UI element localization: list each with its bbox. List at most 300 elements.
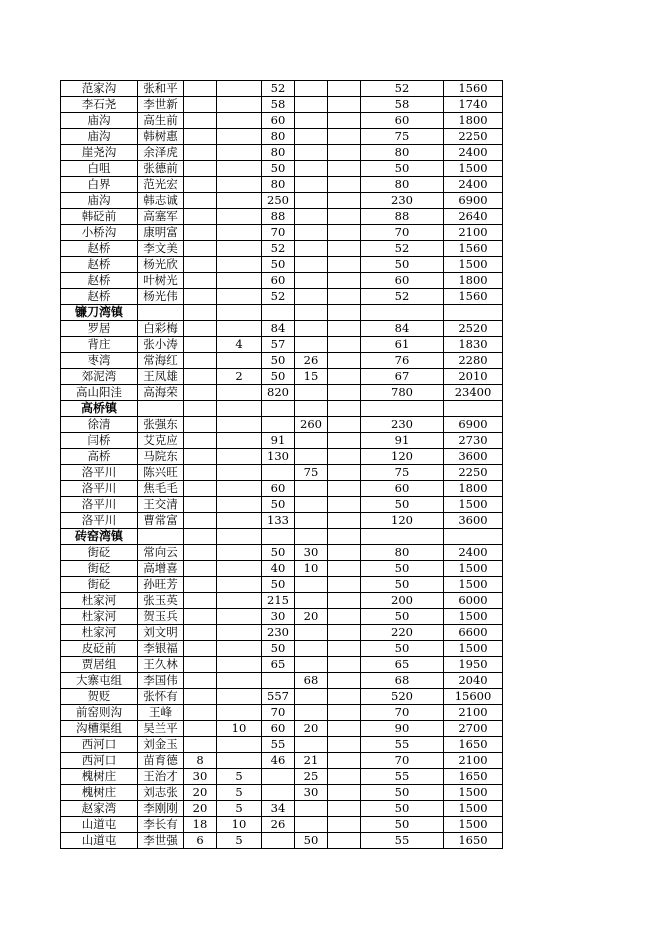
- table-cell: [295, 385, 328, 401]
- table-cell: [328, 753, 361, 769]
- table-cell: [295, 449, 328, 465]
- table-cell: [262, 465, 295, 481]
- table-cell: [295, 321, 328, 337]
- table-cell: [262, 769, 295, 785]
- table-cell: 高塞军: [138, 209, 184, 225]
- table-cell: [328, 321, 361, 337]
- table-cell: [184, 609, 217, 625]
- table-cell: 贺贬: [61, 689, 138, 705]
- table-cell: 84: [361, 321, 444, 337]
- table-cell: 6600: [444, 625, 503, 641]
- table-cell: 4: [217, 337, 262, 353]
- table-cell: [217, 641, 262, 657]
- table-cell: 50: [262, 369, 295, 385]
- table-cell: 15: [295, 369, 328, 385]
- table-cell: [328, 833, 361, 849]
- table-cell: 吴兰平: [138, 721, 184, 737]
- table-cell: 张怀有: [138, 689, 184, 705]
- table-cell: 李银福: [138, 641, 184, 657]
- table-cell: 50: [262, 545, 295, 561]
- table-cell: 520: [361, 689, 444, 705]
- table-cell: 枣湾: [61, 353, 138, 369]
- table-cell: 罗居: [61, 321, 138, 337]
- table-cell: 1500: [444, 817, 503, 833]
- table-cell: 26: [262, 817, 295, 833]
- table-cell: 34: [262, 801, 295, 817]
- table-cell: 陈兴旺: [138, 465, 184, 481]
- table-cell: 30: [184, 769, 217, 785]
- table-cell: 50: [361, 161, 444, 177]
- table-cell: 康明富: [138, 225, 184, 241]
- table-cell: [217, 161, 262, 177]
- table-cell: [184, 673, 217, 689]
- table-cell: [295, 161, 328, 177]
- table-cell: [328, 721, 361, 737]
- table-cell: 1500: [444, 801, 503, 817]
- table-row: [61, 225, 503, 241]
- table-cell: [328, 209, 361, 225]
- table-cell: [217, 593, 262, 609]
- table-row: [61, 81, 503, 97]
- table-cell: 70: [361, 705, 444, 721]
- table-cell: [184, 241, 217, 257]
- table-cell: 80: [262, 177, 295, 193]
- table-cell: 20: [184, 801, 217, 817]
- table-cell: 50: [361, 257, 444, 273]
- table-cell: [262, 305, 295, 321]
- table-cell: [184, 641, 217, 657]
- table-cell: 2400: [444, 545, 503, 561]
- table-cell: 西河口: [61, 737, 138, 753]
- section-title: 砖窑湾镇: [61, 529, 138, 545]
- table-cell: [217, 465, 262, 481]
- table-cell: 常海红: [138, 353, 184, 369]
- table-cell: 1650: [444, 833, 503, 849]
- table-cell: [217, 673, 262, 689]
- table-cell: [361, 401, 444, 417]
- table-cell: 50: [361, 497, 444, 513]
- table-row: [61, 209, 503, 225]
- table-cell: [138, 401, 184, 417]
- table-cell: [184, 321, 217, 337]
- table-cell: [184, 513, 217, 529]
- table-cell: 780: [361, 385, 444, 401]
- table-cell: 街砭: [61, 577, 138, 593]
- table-cell: [184, 625, 217, 641]
- table-cell: [217, 129, 262, 145]
- table-cell: 50: [361, 785, 444, 801]
- table-cell: 260: [295, 417, 328, 433]
- table-cell: 61: [361, 337, 444, 353]
- table-row: [61, 145, 503, 161]
- table-cell: 2: [217, 369, 262, 385]
- table-cell: [184, 561, 217, 577]
- table-row: [61, 817, 503, 833]
- table-cell: 1500: [444, 609, 503, 625]
- table-cell: [217, 225, 262, 241]
- table-cell: 赵桥: [61, 289, 138, 305]
- table-cell: 50: [262, 257, 295, 273]
- table-cell: 张强东: [138, 417, 184, 433]
- table-row: [61, 609, 503, 625]
- table-cell: [217, 401, 262, 417]
- table-row: [61, 833, 503, 849]
- table-cell: 2730: [444, 433, 503, 449]
- table-cell: [184, 145, 217, 161]
- table-cell: [217, 321, 262, 337]
- table-cell: [184, 161, 217, 177]
- table-cell: 5: [217, 801, 262, 817]
- table-cell: [361, 529, 444, 545]
- table-cell: [184, 225, 217, 241]
- table-row: [61, 545, 503, 561]
- table-cell: [184, 305, 217, 321]
- table-cell: 50: [262, 497, 295, 513]
- table-cell: 60: [262, 721, 295, 737]
- table-cell: 李刚刚: [138, 801, 184, 817]
- table-cell: 68: [361, 673, 444, 689]
- table-cell: [217, 97, 262, 113]
- table-cell: [184, 577, 217, 593]
- table-cell: 30: [295, 545, 328, 561]
- table-cell: [328, 497, 361, 513]
- table-cell: [184, 81, 217, 97]
- table-cell: 3600: [444, 449, 503, 465]
- table-cell: [262, 785, 295, 801]
- table-row: [61, 97, 503, 113]
- table-cell: 艾克应: [138, 433, 184, 449]
- table-cell: [295, 641, 328, 657]
- table-cell: [328, 337, 361, 353]
- table-cell: [184, 737, 217, 753]
- table-cell: 10: [295, 561, 328, 577]
- table-row: [61, 193, 503, 209]
- table-cell: 槐树庄: [61, 769, 138, 785]
- table-cell: 2100: [444, 225, 503, 241]
- table-cell: [262, 417, 295, 433]
- table-cell: 230: [361, 417, 444, 433]
- table-cell: 庙沟: [61, 129, 138, 145]
- table-cell: 赵家湾: [61, 801, 138, 817]
- table-cell: 高山阳洼: [61, 385, 138, 401]
- table-cell: [217, 305, 262, 321]
- table-cell: [217, 513, 262, 529]
- table-cell: [361, 305, 444, 321]
- table-cell: 王峰: [138, 705, 184, 721]
- table-row: [61, 737, 503, 753]
- table-cell: [295, 625, 328, 641]
- table-cell: [328, 81, 361, 97]
- table-cell: [217, 737, 262, 753]
- table-cell: 白彩梅: [138, 321, 184, 337]
- table-cell: 王治才: [138, 769, 184, 785]
- table-cell: 50: [262, 577, 295, 593]
- table-cell: 1500: [444, 161, 503, 177]
- table-cell: [328, 561, 361, 577]
- table-row: [61, 577, 503, 593]
- table-cell: 郊泥湾: [61, 369, 138, 385]
- table-cell: [138, 529, 184, 545]
- table-cell: 88: [262, 209, 295, 225]
- table-row: [61, 673, 503, 689]
- table-row: [61, 689, 503, 705]
- table-cell: 常向云: [138, 545, 184, 561]
- table-cell: 西河口: [61, 753, 138, 769]
- table-cell: 王凤雄: [138, 369, 184, 385]
- table-cell: [328, 257, 361, 273]
- table-cell: 街砭: [61, 561, 138, 577]
- table-cell: 75: [361, 129, 444, 145]
- table-row: [61, 801, 503, 817]
- table-cell: 李石尧: [61, 97, 138, 113]
- table-row: [61, 625, 503, 641]
- table-cell: [328, 737, 361, 753]
- table-cell: 赵桥: [61, 273, 138, 289]
- table-cell: [184, 401, 217, 417]
- table-cell: 88: [361, 209, 444, 225]
- table-row: [61, 241, 503, 257]
- table-cell: 李文美: [138, 241, 184, 257]
- section-header-row: [61, 305, 503, 321]
- table-cell: 高增喜: [138, 561, 184, 577]
- table-cell: 赵桥: [61, 241, 138, 257]
- table-cell: [328, 113, 361, 129]
- table-cell: 张德前: [138, 161, 184, 177]
- table-cell: [295, 513, 328, 529]
- table-cell: 20: [295, 609, 328, 625]
- section-header-row: [61, 529, 503, 545]
- table-cell: [217, 529, 262, 545]
- table-cell: 52: [361, 81, 444, 97]
- section-header-row: [61, 401, 503, 417]
- table-cell: 杜家河: [61, 609, 138, 625]
- table-cell: [184, 465, 217, 481]
- table-cell: [295, 129, 328, 145]
- table-cell: 55: [361, 737, 444, 753]
- table-cell: 1800: [444, 481, 503, 497]
- table-cell: 王久林: [138, 657, 184, 673]
- table-cell: 60: [262, 113, 295, 129]
- table-cell: 75: [361, 465, 444, 481]
- table-cell: 韩树惠: [138, 129, 184, 145]
- table-cell: [328, 609, 361, 625]
- table-cell: 山道屯: [61, 833, 138, 849]
- table-cell: [217, 577, 262, 593]
- table-cell: [217, 561, 262, 577]
- table-cell: 2010: [444, 369, 503, 385]
- table-cell: [184, 449, 217, 465]
- table-cell: 2640: [444, 209, 503, 225]
- table-row: [61, 785, 503, 801]
- table-cell: [328, 129, 361, 145]
- table-cell: 6900: [444, 417, 503, 433]
- table-cell: 58: [361, 97, 444, 113]
- table-cell: 120: [361, 513, 444, 529]
- table-cell: 沟槽渠组: [61, 721, 138, 737]
- table-cell: 50: [262, 353, 295, 369]
- table-cell: 18: [184, 817, 217, 833]
- table-cell: 1560: [444, 241, 503, 257]
- table-cell: [217, 193, 262, 209]
- table-cell: 200: [361, 593, 444, 609]
- table-cell: [217, 241, 262, 257]
- section-title: 高桥镇: [61, 401, 138, 417]
- table-cell: 余泽虎: [138, 145, 184, 161]
- table-cell: 557: [262, 689, 295, 705]
- table-cell: [184, 385, 217, 401]
- table-cell: [217, 81, 262, 97]
- table-cell: 1500: [444, 577, 503, 593]
- table-cell: 1500: [444, 641, 503, 657]
- table-cell: 55: [361, 833, 444, 849]
- table-cell: 20: [295, 721, 328, 737]
- table-row: [61, 465, 503, 481]
- table-cell: 杜家河: [61, 625, 138, 641]
- table-cell: [328, 449, 361, 465]
- table-cell: 贺玉兵: [138, 609, 184, 625]
- table-cell: 2700: [444, 721, 503, 737]
- table-cell: 5: [217, 785, 262, 801]
- table-cell: 1800: [444, 273, 503, 289]
- table-cell: 52: [262, 289, 295, 305]
- table-cell: [295, 689, 328, 705]
- table-cell: [328, 433, 361, 449]
- table-cell: 52: [262, 81, 295, 97]
- table-cell: [184, 257, 217, 273]
- table-cell: [184, 369, 217, 385]
- table-cell: 130: [262, 449, 295, 465]
- table-cell: 91: [361, 433, 444, 449]
- table-cell: [328, 785, 361, 801]
- table-cell: [328, 305, 361, 321]
- data-table: [60, 80, 503, 849]
- table-cell: 58: [262, 97, 295, 113]
- table-cell: 60: [262, 273, 295, 289]
- table-cell: 57: [262, 337, 295, 353]
- table-cell: [217, 289, 262, 305]
- table-cell: [328, 705, 361, 721]
- table-cell: 6: [184, 833, 217, 849]
- table-cell: [184, 721, 217, 737]
- table-cell: 21: [295, 753, 328, 769]
- table-cell: 徐清: [61, 417, 138, 433]
- table-cell: [444, 401, 503, 417]
- table-cell: 2100: [444, 705, 503, 721]
- table-cell: 55: [262, 737, 295, 753]
- table-cell: 1800: [444, 113, 503, 129]
- table-cell: 1500: [444, 785, 503, 801]
- table-cell: 刘志张: [138, 785, 184, 801]
- table-cell: [138, 305, 184, 321]
- table-cell: 50: [361, 609, 444, 625]
- table-cell: [262, 833, 295, 849]
- table-cell: [217, 753, 262, 769]
- table-cell: [328, 593, 361, 609]
- table-cell: 杨光伟: [138, 289, 184, 305]
- table-cell: 崖尧沟: [61, 145, 138, 161]
- table-cell: [217, 257, 262, 273]
- table-cell: 王交清: [138, 497, 184, 513]
- table-cell: 50: [361, 817, 444, 833]
- table-cell: 2520: [444, 321, 503, 337]
- table-cell: [184, 193, 217, 209]
- table-cell: 刘文明: [138, 625, 184, 641]
- table-cell: [217, 625, 262, 641]
- table-cell: [217, 657, 262, 673]
- table-cell: 洛平川: [61, 497, 138, 513]
- table-cell: 40: [262, 561, 295, 577]
- table-cell: 26: [295, 353, 328, 369]
- section-title: 镰刀湾镇: [61, 305, 138, 321]
- table-cell: 曹常富: [138, 513, 184, 529]
- table-cell: 60: [361, 273, 444, 289]
- table-cell: [295, 817, 328, 833]
- table-cell: 5: [217, 769, 262, 785]
- table-cell: [217, 353, 262, 369]
- table-row: [61, 417, 503, 433]
- table-cell: 洛平川: [61, 465, 138, 481]
- table-cell: 2040: [444, 673, 503, 689]
- table-cell: [328, 145, 361, 161]
- table-row: [61, 257, 503, 273]
- table-cell: 70: [262, 705, 295, 721]
- table-cell: 大寨屯组: [61, 673, 138, 689]
- table-cell: 杨光欣: [138, 257, 184, 273]
- table-cell: 张玉英: [138, 593, 184, 609]
- table-cell: [295, 801, 328, 817]
- table-cell: [295, 433, 328, 449]
- table-cell: [328, 673, 361, 689]
- table-cell: 3600: [444, 513, 503, 529]
- table-cell: [328, 769, 361, 785]
- table-cell: 前窑则沟: [61, 705, 138, 721]
- table-cell: [262, 529, 295, 545]
- table-cell: [217, 609, 262, 625]
- table-row: [61, 561, 503, 577]
- table-cell: [184, 289, 217, 305]
- table-cell: 55: [361, 769, 444, 785]
- table-cell: 215: [262, 593, 295, 609]
- table-cell: [328, 353, 361, 369]
- table-row: [61, 113, 503, 129]
- table-cell: [328, 273, 361, 289]
- table-cell: [295, 273, 328, 289]
- table-cell: 白界: [61, 177, 138, 193]
- table-cell: [295, 145, 328, 161]
- table-cell: 1950: [444, 657, 503, 673]
- table-cell: [184, 481, 217, 497]
- table-cell: [295, 337, 328, 353]
- table-cell: [184, 337, 217, 353]
- table-cell: [295, 225, 328, 241]
- table-cell: [295, 257, 328, 273]
- table-cell: [217, 209, 262, 225]
- table-cell: [217, 113, 262, 129]
- table-cell: 76: [361, 353, 444, 369]
- table-cell: 高海荣: [138, 385, 184, 401]
- table-cell: [184, 593, 217, 609]
- table-cell: 高生前: [138, 113, 184, 129]
- table-row: [61, 289, 503, 305]
- table-cell: [184, 417, 217, 433]
- table-cell: [217, 545, 262, 561]
- table-row: [61, 321, 503, 337]
- table-cell: [328, 465, 361, 481]
- table-row: [61, 177, 503, 193]
- table-cell: [328, 625, 361, 641]
- table-cell: 8: [184, 753, 217, 769]
- table-cell: [295, 593, 328, 609]
